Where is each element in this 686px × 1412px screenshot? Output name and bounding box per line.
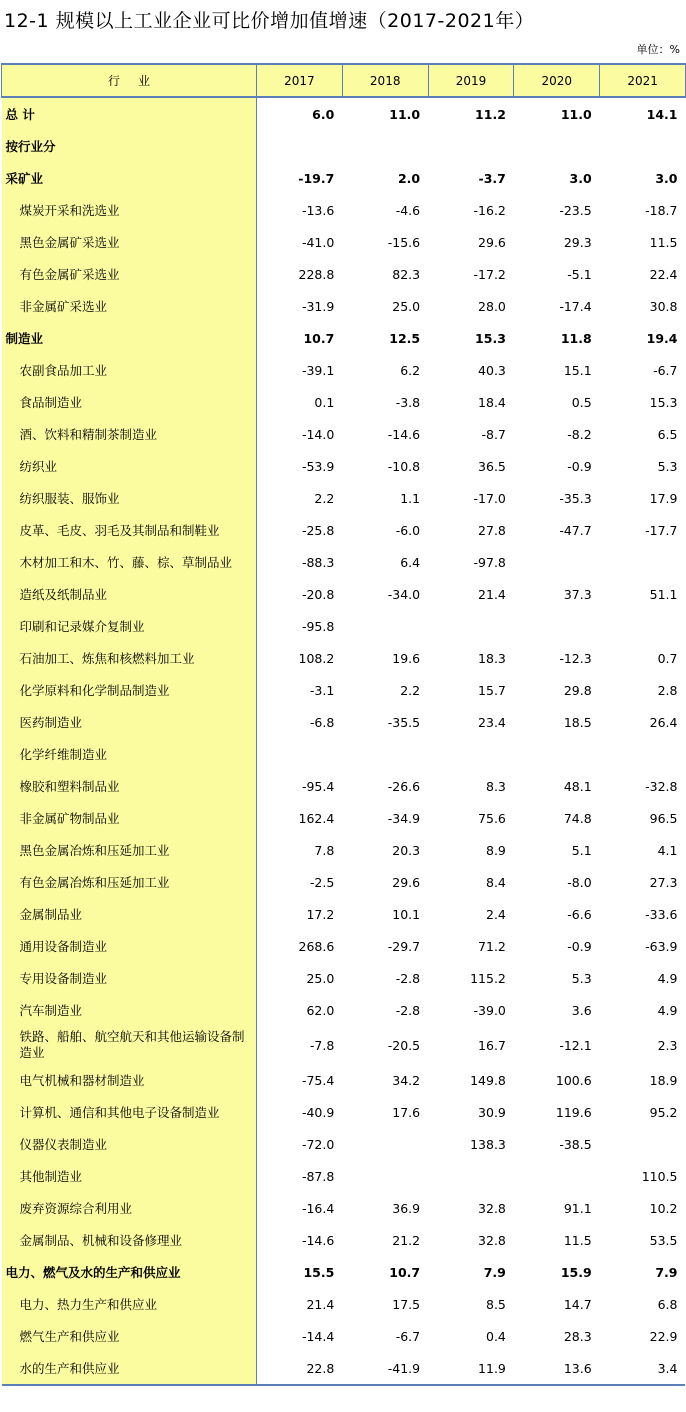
value-cell: -16.4: [301, 1200, 335, 1216]
value-cell: -15.6: [387, 234, 421, 250]
value-cell: 18.4: [478, 394, 506, 410]
value-cell: -32.8: [645, 778, 678, 794]
value-cell: 28.3: [563, 1328, 592, 1344]
value-cell: [600, 546, 686, 578]
industry-name-cell: 汽车制造业: [2, 994, 257, 1026]
value-cell: -34.9: [387, 810, 421, 826]
value-cell: -20.8: [301, 586, 335, 602]
table-row: [2, 258, 686, 290]
value-cell: 15.3: [475, 330, 506, 346]
header-year: 2021: [600, 64, 686, 97]
value-cell: 2.2: [400, 682, 421, 698]
industry-name-cell: 煤炭开采和洗选业: [2, 194, 257, 226]
value-cell: 8.4: [486, 874, 506, 890]
value-cell: 25.0: [306, 970, 335, 986]
value-cell: 21.4: [306, 1296, 335, 1312]
value-cell: 17.6: [392, 1104, 421, 1120]
value-cell: 30.8: [649, 298, 678, 314]
value-cell: -38.5: [559, 1136, 592, 1152]
value-cell: 3.6: [571, 1002, 592, 1018]
value-cell: 11.0: [560, 106, 592, 122]
value-cell: 14.1: [646, 106, 678, 122]
industry-name-cell: 非金属矿物制品业: [2, 802, 257, 834]
value-cell: 4.1: [657, 842, 678, 858]
value-cell: 28.0: [478, 298, 506, 314]
value-cell: -14.6: [301, 1232, 335, 1248]
value-cell: 27.8: [478, 522, 506, 538]
value-cell: -40.9: [301, 1104, 335, 1120]
value-cell: 62.0: [306, 1002, 335, 1018]
value-cell: 5.3: [571, 970, 592, 986]
value-cell: 13.6: [514, 1352, 600, 1385]
value-cell: 7.9: [655, 1264, 678, 1280]
industry-name-cell: 仪器仪表制造业: [2, 1128, 257, 1160]
value-cell: -20.5: [387, 1037, 421, 1053]
value-cell: -17.2: [473, 266, 506, 282]
industry-name-cell: 铁路、船舶、航空航天和其他运输设备制造业: [2, 1026, 257, 1064]
value-cell: [342, 1128, 428, 1160]
value-cell: 21.2: [392, 1232, 421, 1248]
value-cell: -8.7: [481, 426, 506, 442]
industry-name-cell: 印刷和记录媒介复制业: [2, 610, 257, 642]
value-cell: 3.0: [569, 170, 592, 186]
value-cell: 34.2: [392, 1072, 421, 1088]
value-cell: 75.6: [478, 810, 506, 826]
value-cell: 40.3: [478, 362, 506, 378]
table-row: [2, 1256, 686, 1288]
value-cell: -10.8: [387, 458, 421, 474]
industry-name-cell: 黑色金属冶炼和压延加工业: [2, 834, 257, 866]
value-cell: 18.3: [478, 650, 506, 666]
value-cell: 19.6: [392, 650, 421, 666]
value-cell: -19.7: [298, 170, 335, 186]
industry-name-cell: 金属制品业: [2, 898, 257, 930]
value-cell: 74.8: [563, 810, 592, 826]
industry-growth-table: [1, 63, 686, 1386]
value-cell: 115.2: [470, 970, 506, 986]
value-cell: 12.5: [389, 330, 421, 346]
value-cell: 6.5: [657, 426, 678, 442]
value-cell: 17.2: [306, 906, 335, 922]
value-cell: -34.0: [387, 586, 421, 602]
industry-name-cell: 专用设备制造业: [2, 962, 257, 994]
value-cell: 20.3: [392, 842, 421, 858]
table-row: [2, 962, 686, 994]
table-row: [2, 514, 686, 546]
value-cell: 25.0: [392, 298, 421, 314]
value-cell: 22.8: [257, 1352, 343, 1385]
value-cell: 5.3: [657, 458, 678, 474]
value-cell: -13.6: [301, 202, 335, 218]
value-cell: -6.8: [309, 714, 335, 730]
value-cell: 2.0: [397, 170, 421, 186]
value-cell: -75.4: [301, 1072, 335, 1088]
value-cell: 3.0: [655, 170, 678, 186]
value-cell: 16.7: [478, 1037, 506, 1053]
value-cell: -16.2: [473, 202, 506, 218]
table-row: [2, 322, 686, 354]
value-cell: -17.7: [645, 522, 678, 538]
value-cell: -3.7: [478, 170, 506, 186]
value-cell: -12.1: [559, 1037, 592, 1053]
value-cell: -0.9: [567, 458, 592, 474]
value-cell: [342, 738, 428, 770]
value-cell: -95.4: [301, 778, 335, 794]
value-cell: -47.7: [559, 522, 592, 538]
industry-name-cell: 计算机、通信和其他电子设备制造业: [2, 1096, 257, 1128]
industry-name-cell: 燃气生产和供应业: [2, 1320, 257, 1352]
industry-name-cell: 非金属矿采选业: [2, 290, 257, 322]
value-cell: -14.4: [301, 1328, 335, 1344]
header-row: [2, 64, 686, 97]
table-row: [2, 834, 686, 866]
industry-name-cell: 金属制品、机械和设备修理业: [2, 1224, 257, 1256]
industry-name-cell: 化学纤维制造业: [2, 738, 257, 770]
value-cell: [428, 610, 514, 642]
industry-name-cell: 电力、燃气及水的生产和供应业: [2, 1256, 257, 1288]
industry-name-cell: 其他制造业: [2, 1160, 257, 1192]
value-cell: 51.1: [649, 586, 678, 602]
header-year: 2017: [257, 64, 343, 97]
value-cell: 11.5: [563, 1232, 592, 1248]
value-cell: -35.5: [387, 714, 421, 730]
value-cell: 17.5: [392, 1296, 421, 1312]
value-cell: 2.8: [657, 682, 678, 698]
table-row: [2, 162, 686, 194]
value-cell: 8.3: [486, 778, 506, 794]
value-cell: 82.3: [392, 266, 421, 282]
table-row: [2, 1096, 686, 1128]
industry-name-cell: 皮革、毛皮、羽毛及其制品和制鞋业: [2, 514, 257, 546]
table-row: [2, 194, 686, 226]
value-cell: 18.9: [649, 1072, 678, 1088]
value-cell: [342, 130, 428, 162]
value-cell: [428, 738, 514, 770]
value-cell: 14.7: [563, 1296, 592, 1312]
value-cell: [600, 610, 686, 642]
value-cell: 228.8: [298, 266, 335, 282]
industry-name-cell: 造纸及纸制品业: [2, 578, 257, 610]
table-row: [2, 802, 686, 834]
table-row: [2, 898, 686, 930]
value-cell: -8.0: [567, 874, 592, 890]
value-cell: -41.0: [301, 234, 335, 250]
industry-name-cell: 橡胶和塑料制品业: [2, 770, 257, 802]
value-cell: [428, 1160, 514, 1192]
value-cell: -6.0: [395, 522, 421, 538]
value-cell: 15.7: [478, 682, 506, 698]
value-cell: 6.4: [400, 554, 421, 570]
value-cell: 4.9: [657, 1002, 678, 1018]
industry-name-cell: 有色金属冶炼和压延加工业: [2, 866, 257, 898]
table-row: [2, 418, 686, 450]
header-year: 2018: [342, 64, 428, 97]
table-row: [2, 642, 686, 674]
value-cell: -41.9: [342, 1352, 428, 1385]
table-row: [2, 130, 686, 162]
value-cell: 22.4: [649, 266, 678, 282]
table-row: [2, 450, 686, 482]
value-cell: -0.9: [567, 938, 592, 954]
header-year: 2020: [514, 64, 600, 97]
table-row: [2, 97, 686, 130]
table-row: [2, 994, 686, 1026]
table-row: [2, 1160, 686, 1192]
industry-name-cell: 石油加工、炼焦和核燃料加工业: [2, 642, 257, 674]
value-cell: [514, 1160, 600, 1192]
value-cell: 91.1: [563, 1200, 592, 1216]
table-row: [2, 1320, 686, 1352]
value-cell: -31.9: [301, 298, 335, 314]
value-cell: 110.5: [641, 1168, 678, 1184]
value-cell: 5.1: [571, 842, 592, 858]
industry-name-cell: 食品制造业: [2, 386, 257, 418]
value-cell: [342, 1160, 428, 1192]
table-row: [2, 674, 686, 706]
industry-name-cell: 酒、饮料和精制茶制造业: [2, 418, 257, 450]
value-cell: 6.8: [657, 1296, 678, 1312]
table-row: [2, 1064, 686, 1096]
unit-label: 单位：%: [636, 43, 680, 56]
value-cell: 119.6: [555, 1104, 592, 1120]
value-cell: -23.5: [559, 202, 592, 218]
table-row: [2, 226, 686, 258]
value-cell: -95.8: [301, 618, 335, 634]
value-cell: 0.1: [314, 394, 335, 410]
value-cell: -14.6: [387, 426, 421, 442]
value-cell: 2.3: [657, 1037, 678, 1053]
table-row: [2, 578, 686, 610]
value-cell: [514, 738, 600, 770]
value-cell: -72.0: [301, 1136, 335, 1152]
table-row: [2, 1128, 686, 1160]
value-cell: 6.0: [312, 106, 335, 122]
value-cell: 29.8: [563, 682, 592, 698]
value-cell: [514, 610, 600, 642]
value-cell: -3.1: [309, 682, 335, 698]
value-cell: 29.6: [478, 234, 506, 250]
value-cell: 15.1: [563, 362, 592, 378]
industry-name-cell: 纺织业: [2, 450, 257, 482]
value-cell: 3.4: [600, 1352, 686, 1385]
value-cell: 11.2: [475, 106, 506, 122]
value-cell: -53.9: [301, 458, 335, 474]
header-year: 2019: [428, 64, 514, 97]
value-cell: 7.8: [314, 842, 335, 858]
table-body: [2, 97, 686, 1385]
value-cell: 2.4: [486, 906, 506, 922]
value-cell: -6.7: [395, 1328, 421, 1344]
value-cell: 18.5: [563, 714, 592, 730]
table-row: [2, 1352, 686, 1385]
table-row: [2, 738, 686, 770]
industry-name-cell: 黑色金属矿采选业: [2, 226, 257, 258]
value-cell: -35.3: [559, 490, 592, 506]
table-row: [2, 1026, 686, 1064]
table-title: 12-1 规模以上工业企业可比价增加值增速（2017-2021年）: [4, 10, 535, 32]
value-cell: 48.1: [563, 778, 592, 794]
table-row: [2, 386, 686, 418]
value-cell: [514, 546, 600, 578]
value-cell: 32.8: [478, 1200, 506, 1216]
value-cell: 2.2: [314, 490, 335, 506]
value-cell: -39.0: [473, 1002, 506, 1018]
value-cell: 0.4: [486, 1328, 506, 1344]
value-cell: 8.5: [486, 1296, 506, 1312]
value-cell: 37.3: [563, 586, 592, 602]
industry-name-cell: 有色金属矿采选业: [2, 258, 257, 290]
table-row: [2, 354, 686, 386]
value-cell: 10.7: [389, 1264, 421, 1280]
value-cell: -18.7: [645, 202, 678, 218]
value-cell: 162.4: [298, 810, 335, 826]
value-cell: 10.1: [392, 906, 421, 922]
value-cell: 11.8: [560, 330, 592, 346]
value-cell: 19.4: [646, 330, 678, 346]
value-cell: 23.4: [478, 714, 506, 730]
value-cell: 100.6: [555, 1072, 592, 1088]
value-cell: -17.4: [559, 298, 592, 314]
value-cell: 10.2: [649, 1200, 678, 1216]
table-row: [2, 546, 686, 578]
industry-name-cell: 废弃资源综合利用业: [2, 1192, 257, 1224]
table-row: [2, 610, 686, 642]
value-cell: 95.2: [649, 1104, 678, 1120]
value-cell: 11.5: [649, 234, 678, 250]
value-cell: 6.2: [400, 362, 421, 378]
value-cell: [600, 130, 686, 162]
table-row: [2, 1192, 686, 1224]
value-cell: 1.1: [400, 490, 421, 506]
value-cell: 4.9: [657, 970, 678, 986]
industry-name-cell: 医药制造业: [2, 706, 257, 738]
value-cell: -12.3: [559, 650, 592, 666]
industry-name-cell: 木材加工和木、竹、藤、棕、草制品业: [2, 546, 257, 578]
value-cell: 32.8: [478, 1232, 506, 1248]
table-row: [2, 1288, 686, 1320]
value-cell: 0.5: [571, 394, 592, 410]
value-cell: 17.9: [649, 490, 678, 506]
value-cell: -33.6: [645, 906, 678, 922]
value-cell: [257, 130, 343, 162]
value-cell: -25.8: [301, 522, 335, 538]
value-cell: 11.9: [428, 1352, 514, 1385]
value-cell: 29.6: [392, 874, 421, 890]
industry-name-cell: 电力、热力生产和供应业: [2, 1288, 257, 1320]
value-cell: -26.6: [387, 778, 421, 794]
value-cell: [428, 130, 514, 162]
value-cell: -97.8: [473, 554, 506, 570]
industry-name-cell: 通用设备制造业: [2, 930, 257, 962]
value-cell: 138.3: [470, 1136, 506, 1152]
value-cell: 15.9: [560, 1264, 592, 1280]
value-cell: 22.9: [649, 1328, 678, 1344]
value-cell: 26.4: [649, 714, 678, 730]
value-cell: 0.7: [657, 650, 678, 666]
value-cell: 27.3: [649, 874, 678, 890]
value-cell: [514, 130, 600, 162]
industry-name-cell: 采矿业: [2, 162, 257, 194]
value-cell: 71.2: [478, 938, 506, 954]
industry-name-cell: 化学原料和化学制品制造业: [2, 674, 257, 706]
value-cell: -7.8: [309, 1037, 335, 1053]
value-cell: -87.8: [301, 1168, 335, 1184]
value-cell: -14.0: [301, 426, 335, 442]
value-cell: -4.6: [395, 202, 421, 218]
industry-name-cell: 纺织服装、服饰业: [2, 482, 257, 514]
value-cell: 53.5: [649, 1232, 678, 1248]
table-row: [2, 290, 686, 322]
table-row: [2, 1224, 686, 1256]
header-industry: 行业: [2, 64, 257, 97]
value-cell: 7.9: [483, 1264, 506, 1280]
industry-name-cell: 总 计: [2, 97, 257, 130]
value-cell: 21.4: [478, 586, 506, 602]
industry-name-cell: 制造业: [2, 322, 257, 354]
value-cell: 30.9: [478, 1104, 506, 1120]
value-cell: 108.2: [298, 650, 335, 666]
table-row: [2, 706, 686, 738]
value-cell: 29.3: [563, 234, 592, 250]
table-row: [2, 866, 686, 898]
value-cell: -63.9: [645, 938, 678, 954]
value-cell: -3.8: [395, 394, 421, 410]
value-cell: [257, 738, 343, 770]
value-cell: -2.5: [309, 874, 335, 890]
value-cell: 36.9: [392, 1200, 421, 1216]
value-cell: 8.9: [486, 842, 506, 858]
value-cell: 15.5: [303, 1264, 335, 1280]
value-cell: 10.7: [303, 330, 335, 346]
value-cell: 96.5: [649, 810, 678, 826]
value-cell: -5.1: [567, 266, 592, 282]
value-cell: -2.8: [395, 1002, 421, 1018]
value-cell: 36.5: [478, 458, 506, 474]
value-cell: -6.7: [653, 362, 678, 378]
value-cell: 11.0: [389, 106, 421, 122]
value-cell: 268.6: [298, 938, 335, 954]
value-cell: 15.3: [649, 394, 678, 410]
industry-name-cell: 农副食品加工业: [2, 354, 257, 386]
value-cell: -8.2: [567, 426, 592, 442]
table-row: [2, 930, 686, 962]
industry-name-cell: 电气机械和器材制造业: [2, 1064, 257, 1096]
value-cell: -29.7: [387, 938, 421, 954]
value-cell: -17.0: [473, 490, 506, 506]
value-cell: 149.8: [470, 1072, 506, 1088]
industry-name-cell: 水的生产和供应业: [2, 1352, 257, 1385]
value-cell: -88.3: [301, 554, 335, 570]
value-cell: [600, 1128, 686, 1160]
value-cell: -6.6: [567, 906, 592, 922]
table-row: [2, 482, 686, 514]
table-row: [2, 770, 686, 802]
industry-name-cell: 按行业分: [2, 130, 257, 162]
value-cell: [600, 738, 686, 770]
value-cell: -2.8: [395, 970, 421, 986]
value-cell: [342, 610, 428, 642]
value-cell: -39.1: [301, 362, 335, 378]
